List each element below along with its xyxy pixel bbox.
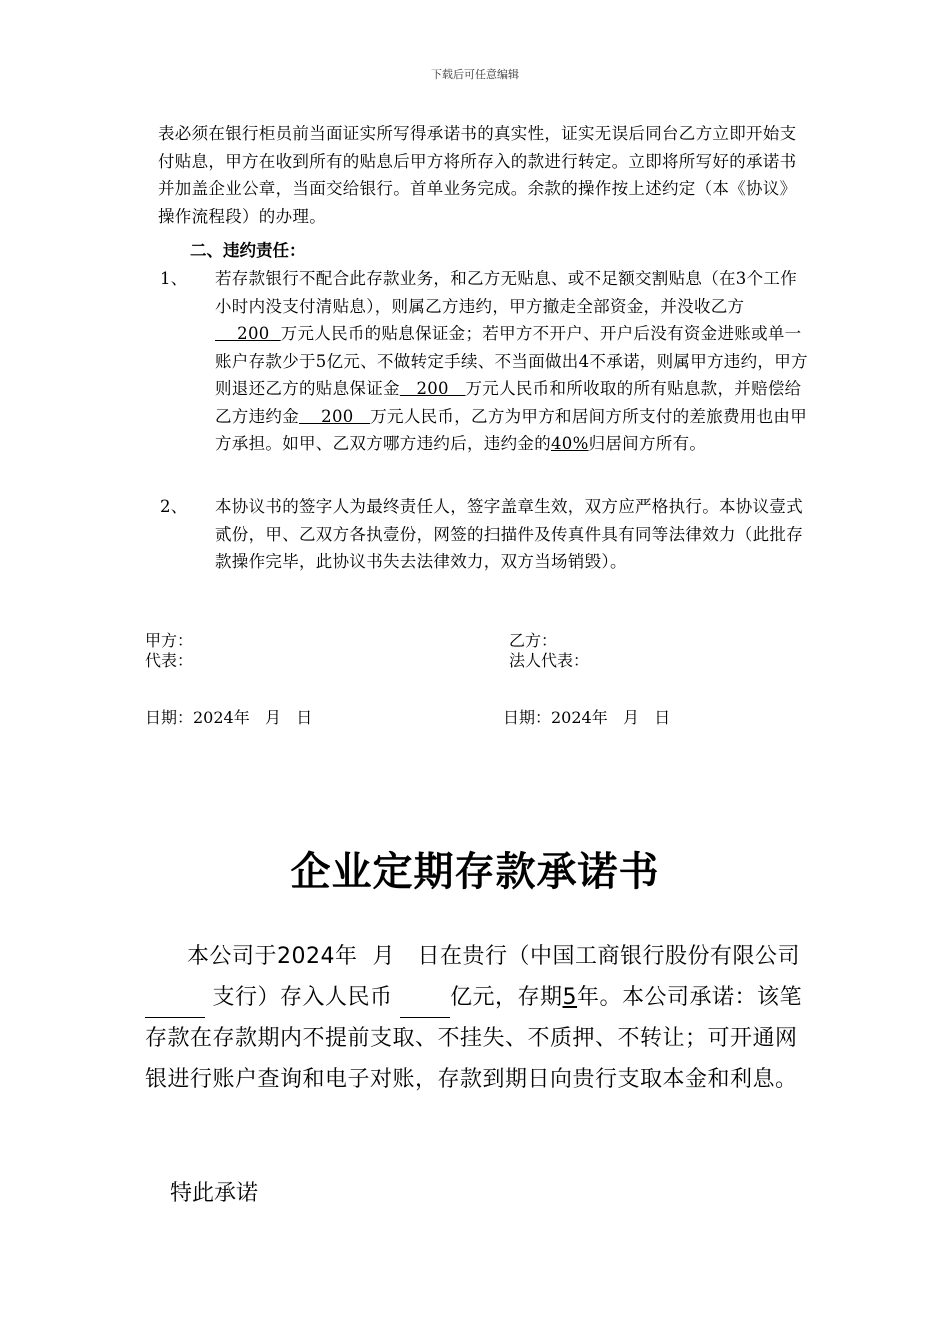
deposit-amount-field: 200: [215, 324, 281, 343]
breach-item-2: [160, 493, 810, 576]
item-body: [215, 265, 810, 458]
item-text: 万元人民币的贴息保证金；若甲方不开户、开户后没有资金进账或单一账户存款少于5亿元、不做转定手续、不当面做出4不承诺，则属甲方违约，甲方则退还乙方的贴息保证金: [215, 324, 808, 398]
item-number: 1、: [160, 269, 188, 288]
intro-paragraph: 表必须在银行柜员前当面证实所写得承诺书的真实性，证实无误后同台乙方立即开始支付贴息，甲方在收到所有的贴息后甲方将所存入的款进行转定。立即将所写好的承诺书并加盖企业公章，当面交给银行。首单业务完成。余款的操作按上述约定（本《协议》操作流程段）的办理。: [158, 124, 797, 226]
pledge-body: [145, 936, 815, 1100]
branch-blank: [145, 993, 205, 1018]
item-number: 2、: [160, 497, 188, 516]
pledge-text: 年。本公司承诺：该笔存款在存款期内不提前支取、不挂失、不质押、不转让；可开通网银进行账户查询和电子对账，存款到期日向贵行支取本金和利息。: [145, 985, 803, 1092]
item-body: 本协议书的签字人为最终责任人，签字盖章生效，双方应严格执行。本协议壹式贰份，甲、乙双方各执壹份，网签的扫描件及传真件具有同等法律效力（此批存款操作完毕，此协议书失去法律效力，双方当场销毁）。: [215, 497, 803, 571]
penalty-percent: 40%: [551, 434, 589, 453]
pledge-year: 2024: [277, 944, 336, 969]
pledge-text: 年 月 日在贵行（中国工商银行股份有限公司: [335, 944, 800, 969]
header-note: 下载后可任意编辑: [431, 68, 519, 81]
pledge-closing: 特此承诺: [170, 1181, 259, 1206]
pledge-text: 支行）存入人民币: [212, 985, 393, 1010]
amount-blank: [400, 993, 450, 1018]
party-b-representative-label: 法人代表：: [509, 651, 590, 670]
party-b-label: 乙方：: [509, 631, 558, 650]
item-text: 若存款银行不配合此存款业务，和乙方无贴息、或不足额交割贴息（在3个工作小时内没支付清贴息），则属乙方违约，甲方撤走全部资金，并没收乙方: [215, 269, 797, 316]
breach-item-1: [160, 265, 810, 458]
item-text: 万元人民币，乙方为甲方和居间方所支付的差旅费用也由甲方承担。如甲、乙双方哪方违约后，违约金的: [215, 406, 808, 453]
penalty-amount-field: 200: [299, 406, 371, 426]
breach-section-title: 二、违约责任：: [190, 241, 306, 260]
item-text: 归居间方所有。: [588, 434, 707, 453]
party-a-date: 日期：2024年 月 日: [145, 708, 313, 727]
deposit-amount-field: 200: [399, 379, 466, 398]
pledge-title: 企业定期存款承诺书: [290, 849, 660, 895]
pledge-text: 本公司于: [187, 944, 278, 969]
party-a-representative-label: 代表：: [145, 651, 194, 670]
deposit-term: 5: [562, 985, 578, 1010]
pledge-text: 亿元，存期: [450, 985, 563, 1010]
party-a-label: 甲方：: [145, 631, 194, 650]
item-text: 万元人民币和所收取的所有贴息款，并赔偿给乙方违约金: [215, 379, 802, 426]
party-b-date: 日期：2024年 月 日: [503, 708, 671, 727]
